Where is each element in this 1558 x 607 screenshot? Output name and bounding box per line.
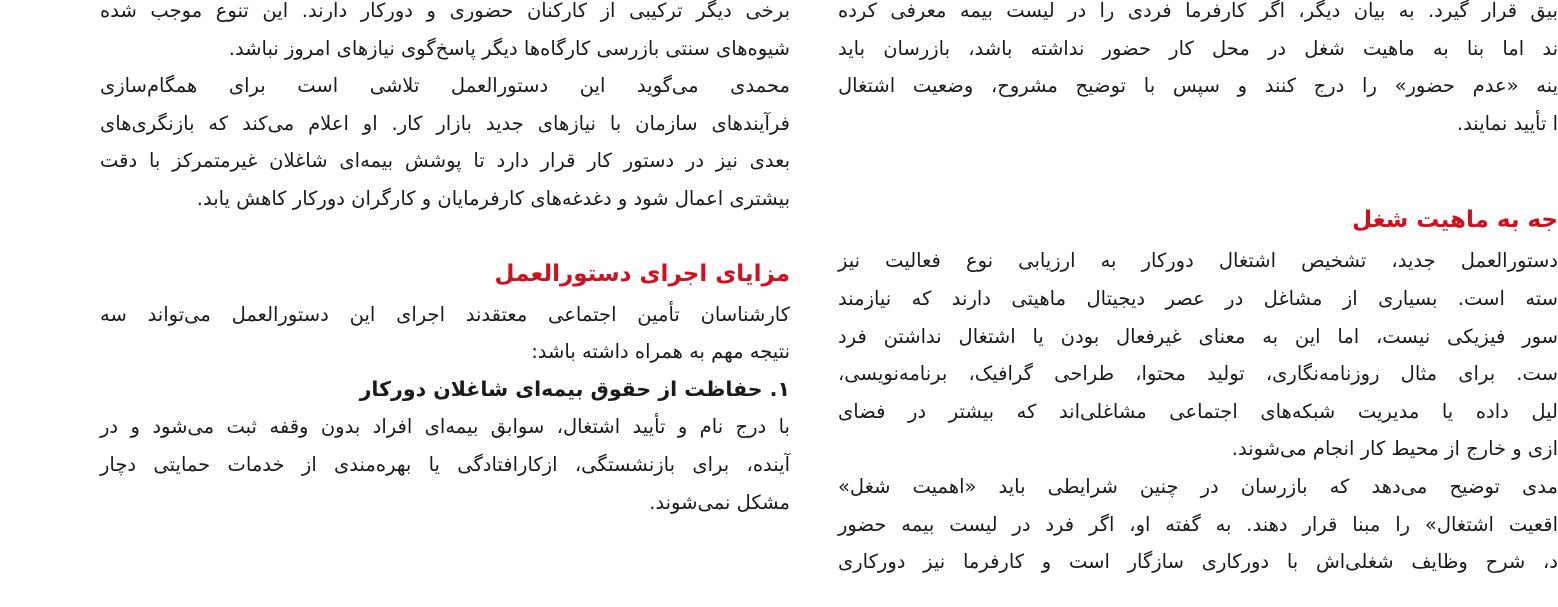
body-line: بیشتری اعمال شود و دغدغه‌های کارفرمایان و کارگران دورکار کاهش یابد.: [196, 186, 790, 210]
body-line: د، شرح وظایف شغلی‌اش با دورکاری سازگار است و کارفرما نیز دورکاری: [838, 550, 1558, 574]
body-line: دستورالعمل جدید، تشخیص اشتغال دورکار به ارزیابی نوع فعالیت نیز: [838, 249, 1558, 273]
body-line: مشکل نمی‌شوند.: [649, 490, 790, 514]
body-line: اقعیت اشتغال» را مبنا قرار دهند. به گفته او، اگر فرد در لیست بیمه حضور: [838, 512, 1558, 536]
body-line: برخی دیگر ترکیبی از کارکنان حضوری و دورکار دارند. این تنوع موجب شده: [100, 0, 790, 22]
body-line: فرآیندهای سازمان با نیازهای جدید بازار کار. او اعلام می‌کند که بازنگری‌های: [100, 111, 790, 135]
body-line: بیق قرار گیرد. به بیان دیگر، اگر کارفرما فردی را در لیست بیمه معرفی کرده: [838, 0, 1558, 22]
body-line: محمدی می‌گوید این دستورالعمل تلاشی است برای همگام‌سازی: [100, 74, 790, 98]
body-line: ازی و خارج از محیط کار انجام می‌شوند.: [1231, 437, 1558, 461]
left-column: [100, 0, 790, 521]
sub-heading: ۱. حفاظت از حقوق بیمه‌ای شاغلان دورکار: [359, 376, 790, 401]
body-line: مدی توضیح می‌دهد که بازرسان در چنین شرایطی باید «اهمیت شغل»: [838, 474, 1558, 498]
body-line: لیل داده یا مدیریت شبکه‌های اجتماعی مشاغلی‌اند که بیشتر در فضای: [838, 399, 1558, 423]
body-line: ست. برای مثال روزنامه‌نگاری، تولید محتوا، طراحی گرافیک، برنامه‌نویسی،: [838, 362, 1558, 386]
body-line: بعدی نیز در دستور کار قرار دارد تا پوشش بیمه‌ای شاغلان غیرمتمرکز با دقت: [100, 149, 790, 173]
section-heading: جه به ماهیت شغل: [1352, 207, 1558, 234]
body-line: نتیجه مهم به همراه داشته باشد:: [531, 340, 790, 364]
body-line: سور فیزیکی نیست، اما این به معنای غیرفعال بودن یا اشتغال نداشتن فرد: [838, 324, 1558, 348]
body-line: ا تأیید نمایند.: [1456, 111, 1558, 135]
body-line: شیوه‌های سنتی بازرسی کارگاه‌ها دیگر پاسخ‌گوی نیازهای امروز نباشد.: [228, 36, 790, 60]
body-line: آینده، برای بازنشستگی، ازکارافتادگی یا بهره‌مندی از خدمات حمایتی دچار: [100, 452, 790, 476]
body-line: کارشناسان تأمین اجتماعی معتقدند اجرای این دستورالعمل می‌تواند سه: [100, 302, 790, 326]
body-line: ند اما بنا به ماهیت شغل در محل کار حضور نداشته باشد، بازرسان باید: [838, 36, 1558, 60]
body-line: ینه «عدم حضور» را درج کنند و سپس با توضیح مشروح، وضعیت اشتغال: [838, 74, 1558, 98]
right-column: [838, 0, 1558, 581]
section-heading: مزایای اجرای دستورالعمل: [494, 260, 790, 287]
body-line: با درج نام و تأیید اشتغال، سوابق بیمه‌ای افراد بدون وقفه ثبت می‌شود و در: [100, 415, 790, 439]
body-line: سته است. بسیاری از مشاغل در عصر دیجیتال ماهیتی دارند که نیازمند: [838, 286, 1558, 310]
